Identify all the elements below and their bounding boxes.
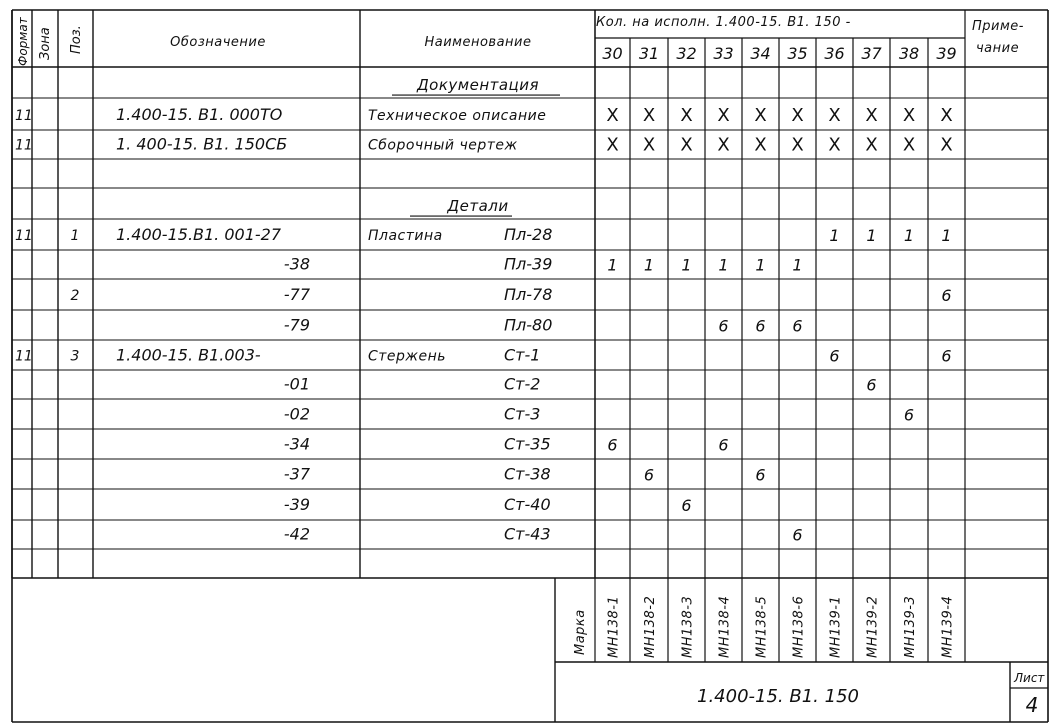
row-code: Ст-3 [504,404,541,424]
row-designation: -01 [283,374,310,394]
row-designation: 1.400-15. В1. 000ТО [116,104,283,124]
qty-cell: X [717,134,730,156]
header-format: Формат [16,17,30,66]
table-row [284,315,803,335]
row-code: Ст-43 [504,524,551,544]
table-row [15,345,952,365]
mark-value: МН138-6 [791,595,807,658]
row-designation: -34 [283,434,310,454]
table-row [392,76,560,95]
section-heading: Детали [447,197,509,216]
qty-cell: 1 [755,255,766,275]
table-row [284,525,803,545]
row-position: 2 [70,288,80,305]
qty-cell: 6 [866,375,877,395]
mark-values [607,596,956,658]
row-designation: -38 [283,254,310,274]
row-name: Техническое описание [368,107,547,124]
qty-cell: 6 [755,316,766,336]
mark-value: МН139-1 [828,595,844,658]
variant-header-31: 31 [638,44,660,63]
row-position: 1 [70,228,80,245]
qty-cell: 1 [607,255,618,275]
header-qty-title: Кол. на исполн. 1.400-15. В1. 150 - [596,15,851,30]
doc-number: 1.400-15. В1. 150 [697,686,859,707]
variant-header-32: 32 [676,44,697,63]
qty-cell: X [642,104,656,126]
row-code: Пл-78 [504,285,553,305]
sheet-number: 4 [1025,693,1039,717]
header-zone: Зона [38,27,53,60]
variant-header-35: 35 [787,44,808,63]
qty-cell: 1 [681,255,692,275]
qty-cell: 6 [903,405,915,425]
qty-cell: 6 [829,346,840,366]
variant-header-30: 30 [602,44,623,63]
qty-cell: X [902,104,916,126]
qty-cell: 6 [792,525,803,545]
qty-cell: X [754,134,767,156]
row-code: Ст-38 [504,464,551,484]
table-row [71,285,952,305]
row-format: 11 [15,228,33,245]
mark-value: МН139-2 [865,595,881,658]
variant-header-38: 38 [898,44,920,63]
qty-cell: X [717,104,730,126]
qty-cell: X [642,134,656,156]
variant-header-33: 33 [713,44,734,63]
table-header [16,15,1024,66]
table-row [284,464,766,484]
header-note-2: чание [976,41,1020,56]
row-designation: -77 [283,285,310,305]
header-pos: Поз. [69,25,84,54]
qty-cell: 6 [681,496,692,516]
row-designation: -42 [283,524,310,544]
row-designation: 1.400-15. В1.003- [116,345,261,365]
qty-cell: X [754,104,767,126]
row-format: 11 [15,107,33,124]
qty-cell: X [828,134,841,156]
qty-cell: 1 [792,255,803,275]
mark-value: МН139-4 [940,595,956,658]
qty-cell: 1 [643,255,655,275]
qty-cell: 6 [643,465,655,485]
qty-cell: 6 [718,316,729,336]
mark-value: МН138-1 [606,595,622,658]
table-row [284,375,877,395]
qty-cell: 6 [792,316,803,336]
qty-cell: 1 [866,226,877,246]
header-designation: Обозначение [170,35,266,50]
table-row [15,105,953,126]
row-designation: 1. 400-15. В1. 150СБ [116,134,288,154]
row-code: Ст-2 [504,374,541,394]
table-row [284,255,803,275]
qty-cell: 1 [718,255,729,275]
row-format: 11 [15,348,33,365]
mark-value: МН138-2 [643,595,658,658]
qty-cell: X [865,104,878,126]
row-code: Пл-39 [504,254,553,274]
qty-cell: 6 [718,435,729,455]
header-name: Наименование [424,35,532,50]
row-code: Пл-80 [504,315,553,335]
row-code: Ст-35 [504,434,551,454]
sheet-label: Лист [1014,671,1045,685]
row-name: Сборочный чертеж [368,137,518,154]
mark-value: МН138-5 [754,595,770,658]
table-row [410,197,512,216]
row-name: Пластина [368,228,443,245]
row-position: 3 [70,348,80,365]
row-code: Пл-28 [504,225,553,245]
variant-header-34: 34 [750,44,771,63]
mark-value: МН138-3 [680,595,696,658]
row-format: 11 [15,137,33,154]
qty-cell: 6 [941,346,952,366]
table-row [284,434,729,454]
row-designation: -37 [283,464,310,484]
qty-cell: 1 [829,226,840,246]
qty-cell: X [940,134,953,156]
qty-cell: 6 [607,435,618,455]
section-heading: Документация [416,76,540,95]
qty-cell: 1 [941,226,952,246]
row-designation: 1.400-15.В1. 001-27 [116,225,282,245]
qty-cell: 6 [941,286,952,306]
qty-cell: X [865,134,878,156]
qty-cell: X [828,104,841,126]
row-designation: -39 [283,495,310,515]
row-name: Стержень [368,348,447,365]
row-designation: -79 [283,315,310,335]
qty-cell: X [791,134,804,156]
qty-cell: 6 [755,465,766,485]
header-note: Приме- [972,19,1024,34]
marks-label: Марка [573,609,588,655]
variant-header-36: 36 [824,44,845,63]
row-code: Ст-40 [504,495,551,515]
table-row [15,135,953,156]
qty-cell: X [680,104,693,126]
table-row [15,225,952,245]
qty-cell: X [680,134,693,156]
variant-header-37: 37 [861,44,882,63]
qty-cell: 1 [903,226,915,246]
qty-cell: X [902,134,916,156]
qty-cell: X [791,104,804,126]
variant-header-39: 39 [936,44,957,63]
table-row [284,404,914,424]
mark-value: МН138-4 [717,595,733,658]
qty-cell: X [940,104,953,126]
row-designation: -02 [283,404,310,424]
qty-cell: X [606,104,619,126]
row-code: Ст-1 [504,345,541,365]
mark-value: МН139-3 [903,595,918,658]
qty-cell: X [606,134,619,156]
